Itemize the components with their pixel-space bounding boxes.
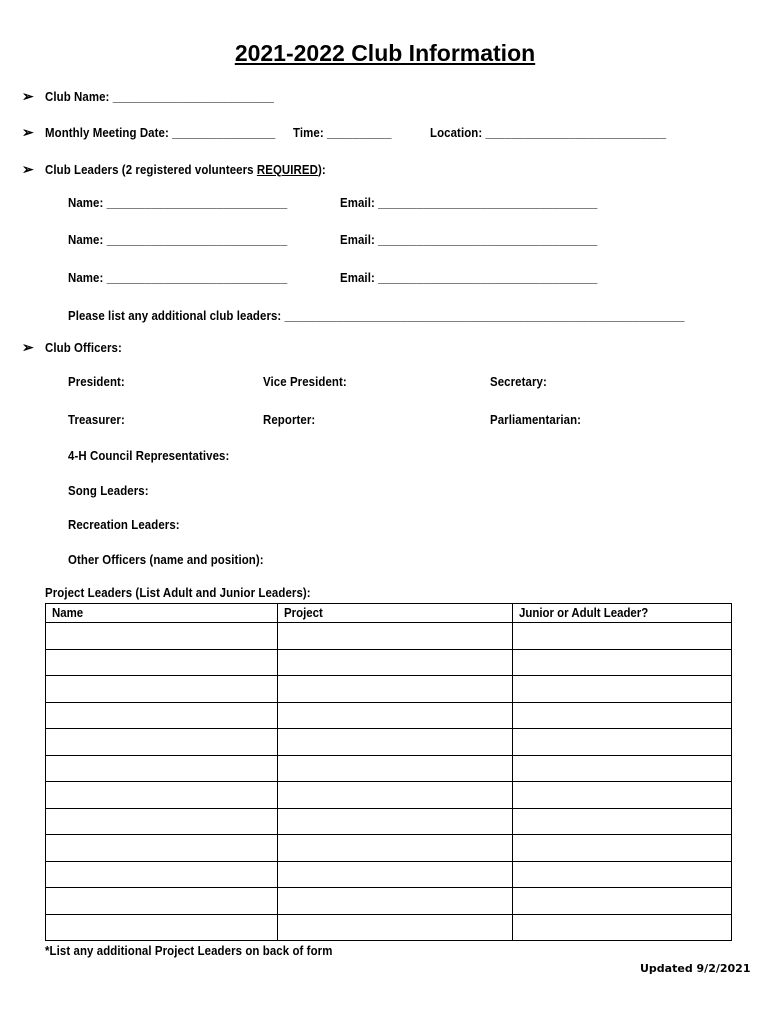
- treasurer-field[interactable]: Treasurer:: [68, 412, 125, 427]
- column-header-name: Name: [46, 604, 278, 623]
- table-cell-project[interactable]: [278, 888, 513, 915]
- club-leaders-heading: Club Leaders (2 registered volunteers REQUIRED):: [45, 162, 326, 177]
- leader-email-field[interactable]: Email: __________________________________: [340, 270, 598, 285]
- table-cell-leader-type[interactable]: [513, 888, 732, 915]
- table-cell-leader-type[interactable]: [513, 782, 732, 809]
- page-title: 2021-2022 Club Information: [234, 40, 536, 66]
- bullet-icon: ➢: [22, 88, 34, 104]
- table-cell-name[interactable]: [46, 755, 278, 782]
- table-cell-name[interactable]: [46, 888, 278, 915]
- table-row: [46, 861, 732, 888]
- table-cell-name[interactable]: [46, 782, 278, 809]
- meeting-date-field[interactable]: Monthly Meeting Date: ________________: [45, 125, 276, 140]
- reporter-field[interactable]: Reporter:: [263, 412, 316, 427]
- bullet-icon: ➢: [22, 339, 34, 355]
- updated-date: Updated 9/2/2021: [640, 962, 751, 975]
- required-text: REQUIRED: [256, 162, 318, 177]
- table-cell-project[interactable]: [278, 808, 513, 835]
- table-cell-name[interactable]: [46, 649, 278, 676]
- table-cell-leader-type[interactable]: [513, 702, 732, 729]
- table-row: [46, 623, 732, 650]
- table-header-row: [46, 604, 732, 623]
- leader-email-field[interactable]: Email: __________________________________: [340, 195, 598, 210]
- project-leaders-table: [45, 603, 732, 941]
- leader-email-field[interactable]: Email: __________________________________: [340, 232, 598, 247]
- bullet-icon: ➢: [22, 161, 34, 177]
- table-cell-project[interactable]: [278, 623, 513, 650]
- column-header-project: Project: [278, 604, 513, 623]
- parliamentarian-field[interactable]: Parliamentarian:: [490, 412, 582, 427]
- table-row: [46, 835, 732, 862]
- additional-leaders-field[interactable]: Please list any additional club leaders: ______________________________________________________________: [68, 308, 685, 323]
- table-cell-project[interactable]: [278, 729, 513, 756]
- table-cell-name[interactable]: [46, 729, 278, 756]
- table-cell-project[interactable]: [278, 835, 513, 862]
- table-cell-leader-type[interactable]: [513, 861, 732, 888]
- table-cell-name[interactable]: [46, 702, 278, 729]
- table-cell-leader-type[interactable]: [513, 623, 732, 650]
- club-officers-heading: Club Officers:: [45, 340, 122, 355]
- table-cell-project[interactable]: [278, 755, 513, 782]
- table-row: [46, 755, 732, 782]
- table-row: [46, 808, 732, 835]
- meeting-time-field[interactable]: Time: __________: [293, 125, 392, 140]
- meeting-location-field[interactable]: Location: ____________________________: [430, 125, 667, 140]
- table-cell-project[interactable]: [278, 914, 513, 941]
- table-cell-project[interactable]: [278, 649, 513, 676]
- table-cell-leader-type[interactable]: [513, 808, 732, 835]
- leader-name-field[interactable]: Name: ____________________________: [68, 195, 288, 210]
- table-cell-leader-type[interactable]: [513, 676, 732, 703]
- other-officers-field[interactable]: Other Officers (name and position):: [68, 552, 264, 567]
- table-cell-leader-type[interactable]: [513, 649, 732, 676]
- table-row: [46, 888, 732, 915]
- table-row: [46, 914, 732, 941]
- footnote: *List any additional Project Leaders on back of form: [45, 943, 333, 958]
- column-header-leader-type: Junior or Adult Leader?: [513, 604, 732, 623]
- project-leaders-heading: Project Leaders (List Adult and Junior Leaders):: [45, 585, 311, 600]
- table-row: [46, 649, 732, 676]
- table-row: [46, 702, 732, 729]
- table-cell-project[interactable]: [278, 861, 513, 888]
- table-row: [46, 729, 732, 756]
- president-field[interactable]: President:: [68, 374, 125, 389]
- table-row: [46, 782, 732, 809]
- table-cell-name[interactable]: [46, 914, 278, 941]
- table-row: [46, 676, 732, 703]
- table-cell-name[interactable]: [46, 861, 278, 888]
- recreation-leaders-field[interactable]: Recreation Leaders:: [68, 517, 180, 532]
- bullet-icon: ➢: [22, 124, 34, 140]
- song-leaders-field[interactable]: Song Leaders:: [68, 483, 149, 498]
- table-cell-name[interactable]: [46, 835, 278, 862]
- table-cell-leader-type[interactable]: [513, 729, 732, 756]
- table-cell-name[interactable]: [46, 623, 278, 650]
- table-cell-project[interactable]: [278, 782, 513, 809]
- table-cell-name[interactable]: [46, 676, 278, 703]
- leader-name-field[interactable]: Name: ____________________________: [68, 270, 288, 285]
- table-cell-project[interactable]: [278, 702, 513, 729]
- club-name-field[interactable]: Club Name: _________________________: [45, 89, 274, 104]
- vice-president-field[interactable]: Vice President:: [263, 374, 347, 389]
- table-cell-project[interactable]: [278, 676, 513, 703]
- council-representatives-field[interactable]: 4-H Council Representatives:: [68, 448, 230, 463]
- table-cell-leader-type[interactable]: [513, 914, 732, 941]
- table-cell-leader-type[interactable]: [513, 755, 732, 782]
- secretary-field[interactable]: Secretary:: [490, 374, 547, 389]
- leader-name-field[interactable]: Name: ____________________________: [68, 232, 288, 247]
- table-cell-name[interactable]: [46, 808, 278, 835]
- table-cell-leader-type[interactable]: [513, 835, 732, 862]
